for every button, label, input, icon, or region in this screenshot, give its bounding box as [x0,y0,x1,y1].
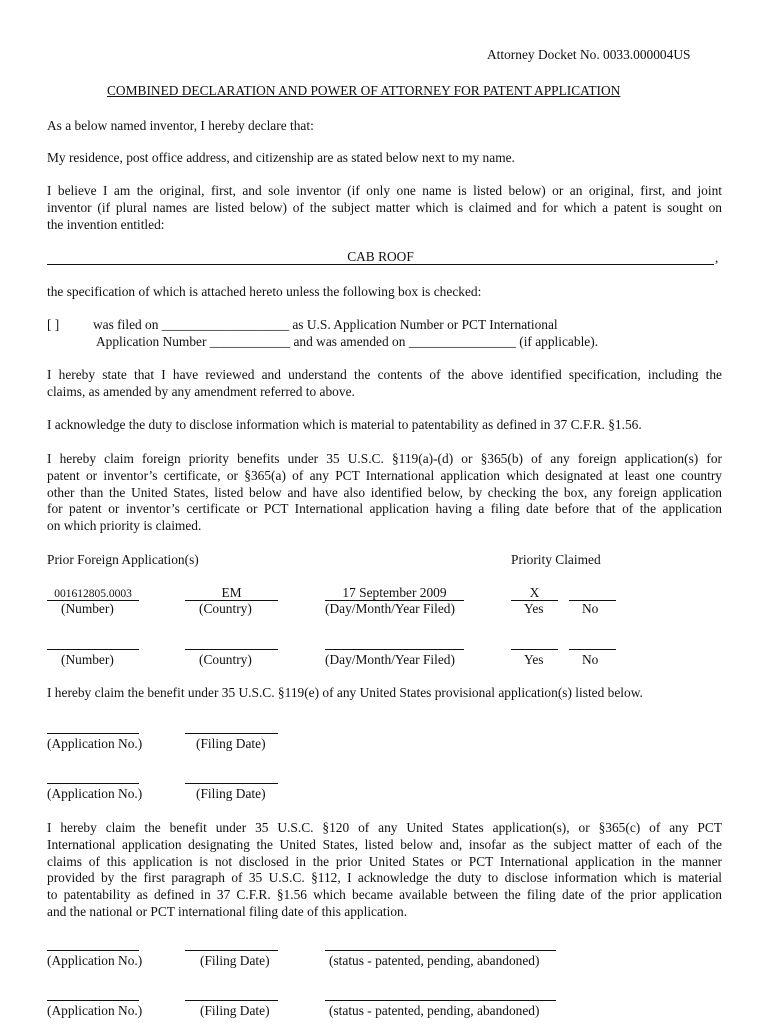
paragraph-line: the invention entitled: [47,216,165,232]
status-line [325,950,556,951]
filing-date-line [185,950,278,951]
paragraph-line: I believe I am the original, first, and sole inventor (if only one name is listed below) or an original, first, and joint [47,183,722,198]
paragraph-line: claims of this application is not disclosed in the prior United States or PCT International application in the manner [47,853,722,869]
application-number-line: Application Number ____________ and was amended on ________________ (if applicable). [96,334,599,349]
filing-date-label: (Filing Date) [200,1003,270,1018]
status-line [325,1000,556,1001]
paragraph-line: patent or inventor’s certificate, or §365(a) of any PCT International application which designated at least one country [47,467,722,483]
country-label: (Country) [199,601,252,616]
foreign-app-date: 17 September 2009 [342,585,447,600]
foreign-app-number: 001612805.0003 [54,588,132,600]
foreign-priority-paragraph [47,451,722,535]
prior-foreign-heading: Prior Foreign Application(s) [47,552,199,567]
priority-claimed-heading: Priority Claimed [511,552,601,567]
status-label: (status - patented, pending, abandoned) [329,1003,540,1018]
filed-on-line: was filed on ___________________ as U.S. Application Number or PCT International [93,317,558,332]
number-label: (Number) [61,652,114,667]
paragraph-line: and the national or PCT international filing date of this application. [47,903,408,919]
no-label: No [582,601,599,616]
application-number-label: (Application No.) [47,1003,143,1018]
duty-paragraph: I acknowledge the duty to disclose information which is material to patentability as defined in 37 C.F.R. §1.56. [47,417,642,432]
paragraph-line: I hereby state that I have reviewed and understand the contents of the above identified specification, including the [47,367,722,382]
filing-date-label: (Filing Date) [196,786,266,801]
no-field-line [569,649,616,650]
country-field-line [185,649,278,650]
residence-paragraph: My residence, post office address, and citizenship are as stated below next to my name. [47,150,515,165]
yes-field-line [511,649,558,650]
filing-date-line [185,783,278,784]
application-number-line [47,1000,139,1001]
paragraph-line: provided by the first paragraph of 35 U.S.C. §112, I acknowledge the duty to disclose information which is material [47,870,722,886]
application-number-line [47,783,139,784]
paragraph-line: on which priority is claimed. [47,518,202,534]
paragraph-line: claims, as amended by any amendment referred to above. [47,383,355,399]
specification-paragraph: the specification of which is attached hereto unless the following box is checked: [47,284,482,299]
paragraph-line: for patent or inventor’s certificate or PCT International application having a filing date before that of the application [47,501,722,517]
paragraph-line: other than the United States, listed below and have also identified below, by checking the box, any foreign application [47,484,722,500]
yes-label: Yes [524,601,544,616]
status-label: (status - patented, pending, abandoned) [329,953,540,968]
inventor-belief-paragraph [47,183,722,233]
number-label: (Number) [61,601,114,616]
page-title: COMBINED DECLARATION AND POWER OF ATTORNEY FOR PATENT APPLICATION [107,83,621,98]
number-field-line [47,649,139,650]
filing-date-label: (Filing Date) [196,736,266,751]
date-field-line [325,649,464,650]
date-label: (Day/Month/Year Filed) [325,601,455,616]
application-number-line [47,733,139,734]
paragraph-line: International application designating the United States, listed below and, insofar as the subject matter of each of the [47,836,722,852]
country-label: (Country) [199,652,252,667]
filed-checkbox[interactable]: [ ] [47,317,60,332]
foreign-app-country: EM [221,585,242,600]
application-number-line [47,950,139,951]
us-benefit-paragraph [47,820,722,921]
priority-yes-mark[interactable]: X [529,585,540,600]
provisional-paragraph: I hereby claim the benefit under 35 U.S.C. §119(e) of any United States provisional application(s) listed below. [47,685,643,700]
invention-title: CAB ROOF [347,249,414,264]
reviewed-paragraph [47,367,722,401]
yes-label: Yes [524,652,544,667]
attorney-docket-number: Attorney Docket No. 0033.000004US [487,47,691,62]
paragraph-line: I hereby claim the benefit under 35 U.S.C. §120 of any United States application(s), or §365(c) of any PCT [47,820,722,835]
no-label: No [582,652,599,667]
filing-date-line [185,1000,278,1001]
intro-paragraph: As a below named inventor, I hereby declare that: [47,118,314,133]
application-number-label: (Application No.) [47,953,143,968]
paragraph-line: inventor (if plural names are listed below) of the subject matter which is claimed and for which a patent is sought on [47,199,722,215]
paragraph-line: to patentability as defined in 37 C.F.R. §1.56 which became available between the filing date of the prior application [47,887,722,903]
date-label: (Day/Month/Year Filed) [325,652,455,667]
application-number-label: (Application No.) [47,786,143,801]
invention-title-comma: , [715,250,719,265]
filing-date-label: (Filing Date) [200,953,270,968]
filing-date-line [185,733,278,734]
paragraph-line: I hereby claim foreign priority benefits under 35 U.S.C. §119(a)-(d) or §365(b) of any foreign application(s) for [47,451,722,466]
application-number-label: (Application No.) [47,736,143,751]
